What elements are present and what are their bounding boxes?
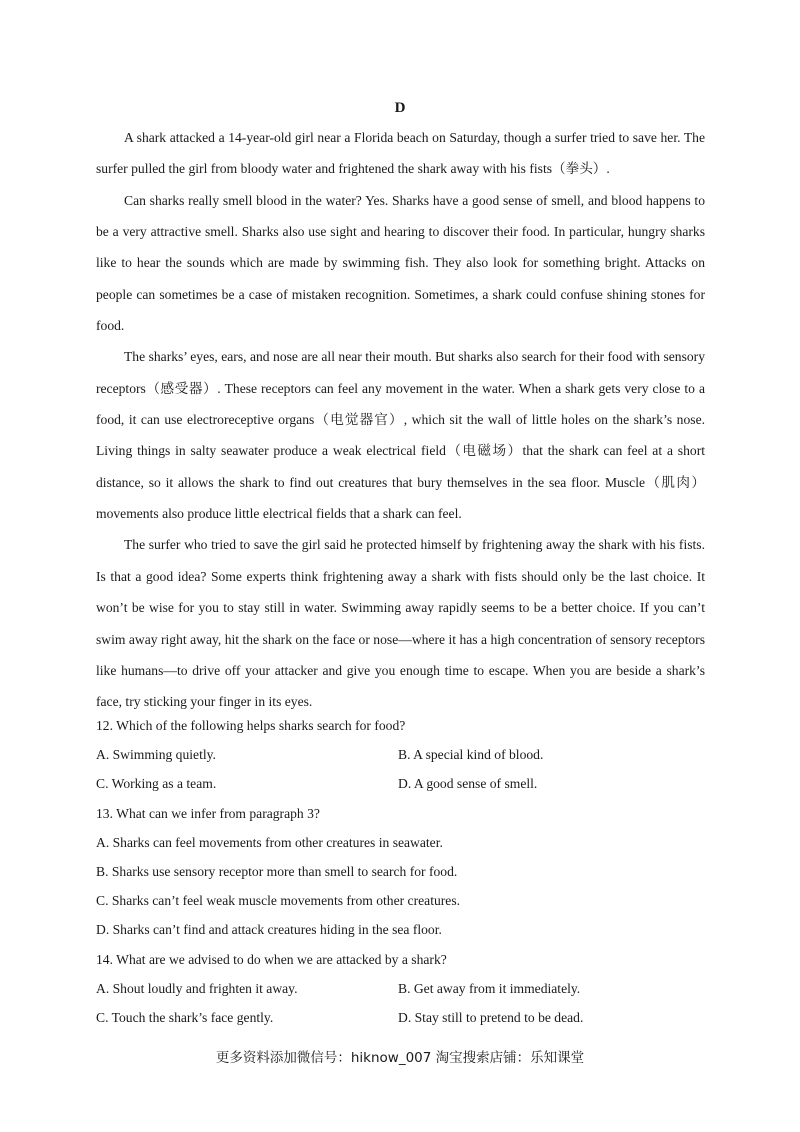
question-14-options-row-1 — [96, 974, 705, 1003]
question-12-option-d: D. A good sense of smell. — [398, 776, 538, 792]
question-13-option-c: C. Sharks can’t feel weak muscle movements from other creatures. — [96, 893, 461, 909]
question-14-options-row-2 — [96, 1003, 705, 1032]
question-12-options-row-2 — [96, 769, 705, 798]
page-footer: 更多资料添加微信号：hiknow_007 淘宝搜索店铺：乐知课堂 — [215, 1050, 585, 1066]
question-13-option-a: A. Sharks can feel movements from other creatures in seawater. — [96, 834, 443, 850]
question-13-stem: 13. What can we infer from paragraph 3? — [96, 805, 320, 821]
question-14-option-d: D. Stay still to pretend to be dead. — [398, 1009, 584, 1025]
paragraph-4: The surfer who tried to save the girl said he protected himself by frightening away the shark with his fists. Is that a good idea? Some experts think frightening away a shark with fists should only be the last choice. It won’t be wise for you to stay still in water. Swimming away rapidly seems to be a better choice. If you can’t swim away right away, hit the shark on the face or nose—where it has a high concentration of sensory receptors like humans—to drive off your attacker and give you enough time to escape. When you are beside a shark’s face, try sticking your finger in its eyes. — [96, 537, 705, 710]
section-title: D — [394, 100, 406, 116]
question-list — [96, 711, 705, 1032]
reading-passage — [96, 122, 705, 718]
question-13-option-b: B. Sharks use sensory receptor more than smell to search for food. — [96, 863, 458, 879]
question-14-option-c: C. Touch the shark’s face gently. — [96, 1009, 274, 1025]
paragraph-3: The sharks’ eyes, ears, and nose are all near their mouth. But sharks also search for their food with sensory receptors（感受器）. These receptors can feel any movement in the water. When a shark gets very close to a food, it can use electroreceptive organs（电觉器官）, which sit the wall of little holes on the shark’s nose. Living things in salty seawater produce a weak electrical field（电磁场）that the shark can feel at a short distance, so it allows the shark to find out creatures that bury themselves in the sea floor. Muscle（肌肉）movements also produce little electrical fields that a shark can feel. — [96, 349, 705, 522]
paragraph-2: Can sharks really smell blood in the water? Yes. Sharks have a good sense of smell, and blood happens to be a very attractive smell. Sharks also use sight and hearing to discover their food. In particular, hungry sharks like to hear the sounds which are made by swimming fish. They also look for something bright. Attacks on people can sometimes be a case of mistaken recognition. Sometimes, a shark could confuse shining stones for food. — [96, 192, 705, 334]
question-12-option-c: C. Working as a team. — [96, 776, 217, 792]
question-14-option-a: A. Shout loudly and frighten it away. — [96, 980, 298, 996]
paragraph-1: A shark attacked a 14-year-old girl near a Florida beach on Saturday, though a surfer tried to save her. The surfer pulled the girl from bloody water and frightened the shark away with his fists（拳头）. — [96, 130, 705, 177]
question-12-stem: 12. Which of the following helps sharks search for food? — [96, 718, 406, 733]
question-13-option-d: D. Sharks can’t find and attack creatures hiding in the sea floor. — [96, 922, 442, 938]
question-14-stem: 14. What are we advised to do when we are attacked by a shark? — [96, 951, 447, 967]
question-12-option-b: B. A special kind of blood. — [398, 747, 544, 763]
question-12-option-a: A. Swimming quietly. — [96, 747, 216, 763]
question-14-option-b: B. Get away from it immediately. — [398, 980, 581, 996]
question-12-options-row-1 — [96, 740, 705, 769]
